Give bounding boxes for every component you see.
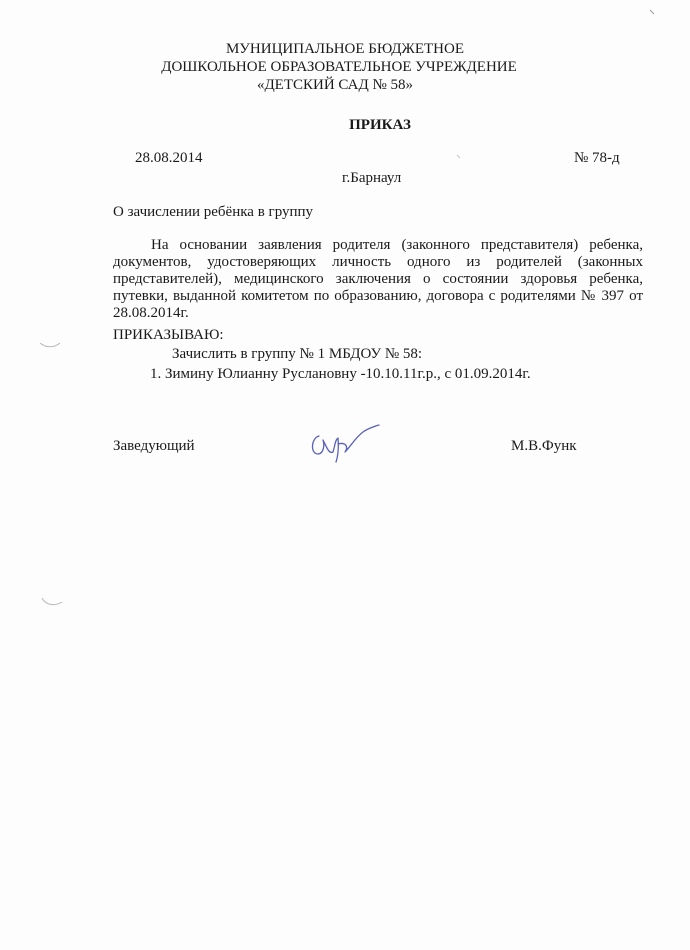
order-subject: О зачислении ребёнка в группу [113,204,314,220]
institution-name-line-1: МУНИЦИПАЛЬНОЕ БЮДЖЕТНОЕ [225,41,465,57]
enrolled-child-item: 1. Зимину Юлианну Руслановну -10.10.11г.р., с 01.09.2014г. [150,366,531,382]
punch-hole-mark-bottom [40,596,64,608]
enroll-line: Зачислить в группу № 1 МБДОУ № 58: [172,346,423,362]
order-city: г.Барнаул [342,170,402,186]
institution-name-line-2: ДОШКОЛЬНОЕ ОБРАЗОВАТЕЛЬНОЕ УЧРЕЖДЕНИЕ [161,59,517,75]
punch-hole-mark-top [38,340,62,350]
handwritten-signature [305,424,380,464]
order-basis-text: На основании заявления родителя (законного представителя) ребенка, документов, удостоверяющих личность одного из родителей (законных представителей), медицинского заключения о состоянии здоровья ребенка, путевки, выданной комитетом по образованию, договора с родителями № 397 от 28.08.2014г. [113,237,643,321]
speck-mark-small [456,154,462,160]
signatory-role: Заведующий [113,438,195,454]
order-basis-paragraph [113,237,643,322]
order-number: № 78-д [574,150,620,166]
order-date: 28.08.2014 [135,150,203,166]
document-title: ПРИКАЗ [349,117,411,133]
signatory-name: М.В.Функ [511,438,577,454]
institution-name-line-3: «ДЕТСКИЙ САД № 58» [256,77,414,93]
speck-mark [648,8,656,16]
order-command: ПРИКАЗЫВАЮ: [113,327,224,343]
